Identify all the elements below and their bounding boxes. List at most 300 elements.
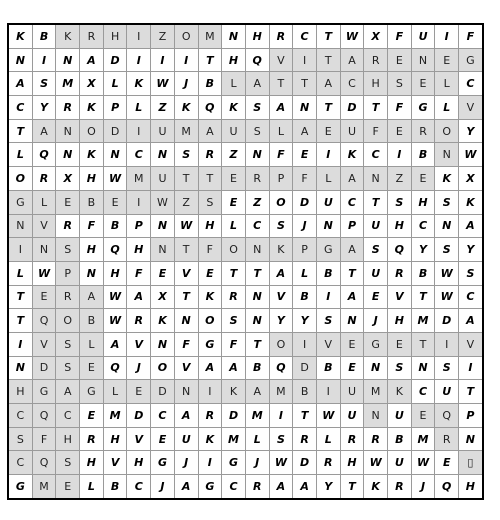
- letter-cell[interactable]: V: [32, 332, 56, 356]
- letter-cell[interactable]: I: [269, 404, 293, 428]
- letter-cell[interactable]: R: [388, 261, 412, 285]
- letter-cell[interactable]: T: [411, 285, 435, 309]
- letter-cell[interactable]: L: [269, 119, 293, 143]
- letter-cell[interactable]: V: [174, 356, 198, 380]
- letter-cell[interactable]: O: [269, 190, 293, 214]
- letter-cell[interactable]: S: [364, 238, 388, 262]
- letter-cell[interactable]: D: [293, 190, 317, 214]
- letter-cell[interactable]: T: [459, 380, 483, 404]
- letter-cell[interactable]: H: [388, 309, 412, 333]
- letter-cell[interactable]: S: [435, 238, 459, 262]
- letter-cell[interactable]: E: [56, 475, 80, 499]
- letter-cell[interactable]: X: [151, 285, 175, 309]
- letter-cell[interactable]: A: [80, 285, 104, 309]
- letter-cell[interactable]: N: [435, 143, 459, 167]
- letter-cell[interactable]: S: [388, 190, 412, 214]
- letter-cell[interactable]: J: [293, 214, 317, 238]
- letter-cell[interactable]: S: [245, 119, 269, 143]
- letter-cell[interactable]: M: [56, 72, 80, 96]
- letter-cell[interactable]: G: [411, 96, 435, 120]
- letter-cell[interactable]: F: [80, 214, 104, 238]
- letter-cell[interactable]: K: [222, 96, 246, 120]
- letter-cell[interactable]: Q: [32, 309, 56, 333]
- letter-cell[interactable]: B: [80, 190, 104, 214]
- letter-cell[interactable]: E: [32, 285, 56, 309]
- letter-cell[interactable]: E: [411, 72, 435, 96]
- letter-cell[interactable]: D: [293, 451, 317, 475]
- letter-cell[interactable]: B: [293, 285, 317, 309]
- letter-cell[interactable]: S: [316, 309, 340, 333]
- letter-cell[interactable]: B: [293, 380, 317, 404]
- letter-cell[interactable]: W: [364, 451, 388, 475]
- letter-cell[interactable]: I: [174, 48, 198, 72]
- letter-cell[interactable]: T: [198, 167, 222, 191]
- letter-cell[interactable]: A: [198, 119, 222, 143]
- letter-cell[interactable]: C: [127, 475, 151, 499]
- letter-cell[interactable]: N: [411, 356, 435, 380]
- letter-cell[interactable]: A: [80, 48, 104, 72]
- letter-cell[interactable]: L: [316, 167, 340, 191]
- letter-cell[interactable]: O: [435, 119, 459, 143]
- letter-cell[interactable]: A: [293, 119, 317, 143]
- letter-cell[interactable]: N: [174, 380, 198, 404]
- letter-cell[interactable]: N: [364, 404, 388, 428]
- letter-cell[interactable]: H: [127, 451, 151, 475]
- letter-cell[interactable]: E: [80, 356, 104, 380]
- letter-cell[interactable]: E: [80, 404, 104, 428]
- letter-cell[interactable]: W: [103, 167, 127, 191]
- letter-cell[interactable]: W: [103, 309, 127, 333]
- letter-cell[interactable]: B: [411, 143, 435, 167]
- letter-cell[interactable]: B: [388, 427, 412, 451]
- letter-cell[interactable]: C: [459, 72, 483, 96]
- letter-cell[interactable]: W: [103, 285, 127, 309]
- letter-cell[interactable]: M: [269, 380, 293, 404]
- letter-cell[interactable]: W: [174, 214, 198, 238]
- letter-cell[interactable]: X: [56, 167, 80, 191]
- letter-cell[interactable]: A: [8, 72, 32, 96]
- letter-cell[interactable]: P: [103, 96, 127, 120]
- letter-cell[interactable]: G: [198, 475, 222, 499]
- letter-cell[interactable]: I: [388, 143, 412, 167]
- letter-cell[interactable]: U: [174, 427, 198, 451]
- letter-cell[interactable]: K: [388, 380, 412, 404]
- letter-cell[interactable]: C: [8, 451, 32, 475]
- letter-cell[interactable]: L: [293, 261, 317, 285]
- letter-cell[interactable]: E: [411, 167, 435, 191]
- letter-cell[interactable]: L: [8, 143, 32, 167]
- letter-cell[interactable]: D: [340, 96, 364, 120]
- letter-cell[interactable]: J: [364, 309, 388, 333]
- letter-cell[interactable]: N: [245, 238, 269, 262]
- letter-cell[interactable]: T: [316, 96, 340, 120]
- letter-cell[interactable]: M: [127, 167, 151, 191]
- letter-cell[interactable]: S: [56, 238, 80, 262]
- letter-cell[interactable]: I: [127, 48, 151, 72]
- letter-cell[interactable]: V: [32, 214, 56, 238]
- letter-cell[interactable]: V: [269, 48, 293, 72]
- letter-cell[interactable]: S: [174, 143, 198, 167]
- letter-cell[interactable]: N: [222, 24, 246, 48]
- letter-cell[interactable]: G: [222, 451, 246, 475]
- letter-cell[interactable]: C: [56, 404, 80, 428]
- letter-cell[interactable]: O: [222, 238, 246, 262]
- letter-cell[interactable]: E: [293, 143, 317, 167]
- letter-cell[interactable]: S: [8, 427, 32, 451]
- letter-cell[interactable]: I: [198, 451, 222, 475]
- letter-cell[interactable]: U: [388, 451, 412, 475]
- letter-cell[interactable]: R: [364, 427, 388, 451]
- letter-cell[interactable]: Q: [435, 475, 459, 499]
- letter-cell[interactable]: J: [174, 451, 198, 475]
- letter-cell[interactable]: G: [80, 380, 104, 404]
- letter-cell[interactable]: I: [8, 332, 32, 356]
- letter-cell[interactable]: N: [151, 332, 175, 356]
- letter-cell[interactable]: W: [32, 261, 56, 285]
- letter-cell[interactable]: N: [56, 48, 80, 72]
- letter-cell[interactable]: A: [32, 119, 56, 143]
- letter-cell[interactable]: Q: [388, 238, 412, 262]
- letter-cell[interactable]: R: [245, 475, 269, 499]
- letter-cell[interactable]: G: [32, 380, 56, 404]
- letter-cell[interactable]: P: [293, 238, 317, 262]
- letter-cell[interactable]: F: [364, 119, 388, 143]
- letter-cell[interactable]: N: [245, 309, 269, 333]
- letter-cell[interactable]: K: [222, 380, 246, 404]
- letter-cell[interactable]: H: [411, 190, 435, 214]
- letter-cell[interactable]: S: [269, 214, 293, 238]
- letter-cell[interactable]: M: [222, 427, 246, 451]
- letter-cell[interactable]: C: [8, 404, 32, 428]
- letter-cell[interactable]: A: [269, 261, 293, 285]
- letter-cell[interactable]: M: [198, 24, 222, 48]
- letter-cell[interactable]: A: [340, 48, 364, 72]
- letter-cell[interactable]: I: [435, 24, 459, 48]
- letter-cell[interactable]: T: [411, 332, 435, 356]
- letter-cell[interactable]: E: [388, 48, 412, 72]
- letter-cell[interactable]: Z: [222, 143, 246, 167]
- letter-cell[interactable]: D: [127, 404, 151, 428]
- letter-cell[interactable]: W: [435, 285, 459, 309]
- letter-cell[interactable]: V: [316, 332, 340, 356]
- letter-cell[interactable]: A: [340, 167, 364, 191]
- letter-cell[interactable]: A: [127, 285, 151, 309]
- letter-cell[interactable]: R: [56, 285, 80, 309]
- letter-cell[interactable]: T: [222, 261, 246, 285]
- letter-cell[interactable]: K: [459, 190, 483, 214]
- letter-cell[interactable]: Y: [293, 309, 317, 333]
- letter-cell[interactable]: L: [222, 72, 246, 96]
- letter-cell[interactable]: E: [103, 190, 127, 214]
- letter-cell[interactable]: K: [151, 309, 175, 333]
- letter-cell[interactable]: U: [435, 380, 459, 404]
- letter-cell[interactable]: F: [459, 24, 483, 48]
- letter-cell[interactable]: U: [340, 119, 364, 143]
- letter-cell[interactable]: A: [245, 380, 269, 404]
- letter-cell[interactable]: H: [8, 380, 32, 404]
- letter-cell[interactable]: E: [151, 261, 175, 285]
- letter-cell[interactable]: D: [435, 309, 459, 333]
- letter-cell[interactable]: B: [32, 24, 56, 48]
- letter-cell[interactable]: E: [340, 332, 364, 356]
- letter-cell[interactable]: H: [340, 451, 364, 475]
- letter-cell[interactable]: A: [198, 356, 222, 380]
- letter-cell[interactable]: Q: [32, 404, 56, 428]
- letter-cell[interactable]: W: [340, 24, 364, 48]
- letter-cell[interactable]: F: [388, 24, 412, 48]
- letter-cell[interactable]: R: [340, 427, 364, 451]
- letter-cell[interactable]: R: [80, 427, 104, 451]
- letter-cell[interactable]: Z: [151, 96, 175, 120]
- letter-cell[interactable]: Y: [411, 238, 435, 262]
- letter-cell[interactable]: C: [8, 96, 32, 120]
- letter-cell[interactable]: T: [174, 238, 198, 262]
- letter-cell[interactable]: N: [8, 356, 32, 380]
- letter-cell[interactable]: I: [316, 380, 340, 404]
- letter-cell[interactable]: S: [222, 309, 246, 333]
- letter-cell[interactable]: Y: [459, 119, 483, 143]
- letter-cell[interactable]: Q: [103, 238, 127, 262]
- letter-cell[interactable]: H: [103, 261, 127, 285]
- letter-cell[interactable]: N: [151, 143, 175, 167]
- letter-cell[interactable]: W: [151, 72, 175, 96]
- letter-cell[interactable]: T: [269, 72, 293, 96]
- letter-cell[interactable]: B: [198, 72, 222, 96]
- letter-cell[interactable]: S: [388, 356, 412, 380]
- letter-cell[interactable]: G: [8, 475, 32, 499]
- letter-cell[interactable]: B: [103, 475, 127, 499]
- letter-cell[interactable]: O: [56, 309, 80, 333]
- letter-cell[interactable]: I: [127, 24, 151, 48]
- letter-cell[interactable]: F: [174, 332, 198, 356]
- letter-cell[interactable]: J: [245, 451, 269, 475]
- letter-cell[interactable]: L: [435, 72, 459, 96]
- letter-cell[interactable]: C: [411, 214, 435, 238]
- letter-cell[interactable]: H: [80, 451, 104, 475]
- letter-cell[interactable]: V: [127, 427, 151, 451]
- letter-cell[interactable]: F: [269, 143, 293, 167]
- letter-cell[interactable]: V: [269, 285, 293, 309]
- letter-cell[interactable]: R: [245, 167, 269, 191]
- letter-cell[interactable]: W: [269, 451, 293, 475]
- letter-cell[interactable]: N: [340, 309, 364, 333]
- letter-cell[interactable]: Y: [269, 309, 293, 333]
- letter-cell[interactable]: H: [222, 48, 246, 72]
- letter-cell[interactable]: K: [198, 427, 222, 451]
- letter-cell[interactable]: N: [80, 261, 104, 285]
- letter-cell[interactable]: C: [127, 143, 151, 167]
- letter-cell[interactable]: J: [127, 356, 151, 380]
- letter-cell[interactable]: T: [364, 96, 388, 120]
- letter-cell[interactable]: N: [435, 214, 459, 238]
- letter-cell[interactable]: A: [340, 238, 364, 262]
- letter-cell[interactable]: D: [103, 119, 127, 143]
- letter-cell[interactable]: U: [364, 214, 388, 238]
- letter-cell[interactable]: Z: [245, 190, 269, 214]
- letter-cell[interactable]: P: [340, 214, 364, 238]
- letter-cell[interactable]: V: [127, 332, 151, 356]
- letter-cell[interactable]: P: [459, 404, 483, 428]
- letter-cell[interactable]: A: [459, 214, 483, 238]
- letter-cell[interactable]: S: [459, 261, 483, 285]
- letter-cell[interactable]: O: [269, 332, 293, 356]
- letter-cell[interactable]: I: [316, 143, 340, 167]
- letter-cell[interactable]: M: [245, 404, 269, 428]
- letter-cell[interactable]: A: [174, 475, 198, 499]
- letter-cell[interactable]: U: [222, 119, 246, 143]
- letter-cell[interactable]: S: [32, 72, 56, 96]
- letter-cell[interactable]: I: [459, 356, 483, 380]
- letter-cell[interactable]: H: [198, 214, 222, 238]
- letter-cell[interactable]: H: [245, 24, 269, 48]
- letter-cell[interactable]: D: [222, 404, 246, 428]
- letter-cell[interactable]: K: [80, 143, 104, 167]
- letter-cell[interactable]: K: [364, 475, 388, 499]
- letter-cell[interactable]: K: [269, 238, 293, 262]
- letter-cell[interactable]: M: [32, 475, 56, 499]
- letter-cell[interactable]: U: [364, 261, 388, 285]
- letter-cell[interactable]: V: [459, 332, 483, 356]
- letter-cell[interactable]: E: [198, 261, 222, 285]
- letter-cell[interactable]: C: [459, 285, 483, 309]
- letter-cell[interactable]: R: [388, 475, 412, 499]
- letter-cell[interactable]: I: [151, 48, 175, 72]
- letter-cell[interactable]: T: [8, 309, 32, 333]
- letter-cell[interactable]: R: [293, 427, 317, 451]
- letter-cell[interactable]: B: [245, 356, 269, 380]
- letter-cell[interactable]: I: [293, 332, 317, 356]
- letter-cell[interactable]: E: [364, 285, 388, 309]
- letter-cell[interactable]: A: [103, 332, 127, 356]
- letter-cell[interactable]: C: [222, 475, 246, 499]
- letter-cell[interactable]: W: [316, 404, 340, 428]
- letter-cell[interactable]: H: [80, 167, 104, 191]
- letter-cell[interactable]: E: [411, 404, 435, 428]
- letter-cell[interactable]: L: [32, 190, 56, 214]
- letter-cell[interactable]: N: [56, 119, 80, 143]
- letter-cell[interactable]: U: [340, 404, 364, 428]
- letter-cell[interactable]: U: [316, 190, 340, 214]
- letter-cell[interactable]: H: [364, 72, 388, 96]
- letter-cell[interactable]: J: [151, 475, 175, 499]
- letter-cell[interactable]: V: [103, 451, 127, 475]
- letter-cell[interactable]: G: [8, 190, 32, 214]
- letter-cell[interactable]: A: [222, 356, 246, 380]
- letter-cell[interactable]: T: [316, 24, 340, 48]
- letter-cell[interactable]: A: [340, 285, 364, 309]
- letter-cell[interactable]: Z: [174, 190, 198, 214]
- letter-cell[interactable]: Z: [151, 24, 175, 48]
- letter-cell[interactable]: T: [8, 285, 32, 309]
- letter-cell[interactable]: Q: [32, 143, 56, 167]
- letter-cell[interactable]: V: [459, 96, 483, 120]
- letter-cell[interactable]: N: [459, 427, 483, 451]
- letter-cell[interactable]: J: [174, 72, 198, 96]
- letter-cell[interactable]: N: [245, 285, 269, 309]
- letter-cell[interactable]: L: [127, 96, 151, 120]
- letter-cell[interactable]: E: [127, 380, 151, 404]
- letter-cell[interactable]: S: [56, 332, 80, 356]
- letter-cell[interactable]: T: [293, 72, 317, 96]
- letter-cell[interactable]: B: [316, 356, 340, 380]
- letter-cell[interactable]: O: [80, 119, 104, 143]
- letter-cell[interactable]: L: [80, 475, 104, 499]
- letter-cell[interactable]: L: [222, 214, 246, 238]
- letter-cell[interactable]: V: [388, 285, 412, 309]
- letter-cell[interactable]: E: [151, 427, 175, 451]
- letter-cell[interactable]: C: [340, 72, 364, 96]
- letter-cell[interactable]: I: [293, 48, 317, 72]
- letter-cell[interactable]: T: [364, 190, 388, 214]
- letter-cell[interactable]: G: [459, 48, 483, 72]
- letter-cell[interactable]: H: [103, 24, 127, 48]
- letter-cell[interactable]: N: [174, 309, 198, 333]
- letter-cell[interactable]: S: [245, 96, 269, 120]
- letter-cell[interactable]: C: [151, 404, 175, 428]
- letter-cell[interactable]: Q: [245, 48, 269, 72]
- letter-cell[interactable]: B: [103, 214, 127, 238]
- letter-cell[interactable]: K: [127, 72, 151, 96]
- letter-cell[interactable]: Y: [316, 475, 340, 499]
- letter-cell[interactable]: U: [340, 380, 364, 404]
- letter-cell[interactable]: R: [127, 309, 151, 333]
- letter-cell[interactable]: K: [8, 24, 32, 48]
- letter-cell[interactable]: S: [56, 356, 80, 380]
- letter-cell[interactable]: J: [411, 475, 435, 499]
- letter-cell[interactable]: C: [245, 214, 269, 238]
- letter-cell[interactable]: R: [198, 404, 222, 428]
- letter-cell[interactable]: T: [245, 332, 269, 356]
- letter-cell[interactable]: L: [103, 72, 127, 96]
- letter-cell[interactable]: N: [103, 143, 127, 167]
- letter-cell[interactable]: D: [32, 356, 56, 380]
- letter-cell[interactable]: O: [8, 167, 32, 191]
- letter-cell[interactable]: I: [127, 190, 151, 214]
- letter-cell[interactable]: E: [340, 356, 364, 380]
- letter-cell[interactable]: F: [198, 238, 222, 262]
- letter-cell[interactable]: A: [269, 475, 293, 499]
- letter-cell[interactable]: X: [80, 72, 104, 96]
- letter-cell[interactable]: I: [127, 119, 151, 143]
- letter-cell[interactable]: N: [8, 214, 32, 238]
- letter-cell[interactable]: M: [411, 309, 435, 333]
- letter-cell[interactable]: D: [151, 380, 175, 404]
- letter-cell[interactable]: N: [56, 143, 80, 167]
- letter-cell[interactable]: L: [80, 332, 104, 356]
- letter-cell[interactable]: U: [388, 404, 412, 428]
- letter-cell[interactable]: X: [364, 24, 388, 48]
- letter-cell[interactable]: W: [459, 143, 483, 167]
- letter-cell[interactable]: A: [459, 309, 483, 333]
- letter-cell[interactable]: T: [340, 261, 364, 285]
- letter-cell[interactable]: B: [411, 261, 435, 285]
- letter-cell[interactable]: F: [293, 167, 317, 191]
- letter-cell[interactable]: L: [245, 427, 269, 451]
- letter-cell[interactable]: G: [151, 451, 175, 475]
- letter-cell[interactable]: E: [316, 119, 340, 143]
- letter-cell[interactable]: N: [364, 167, 388, 191]
- letter-cell[interactable]: I: [198, 380, 222, 404]
- letter-cell[interactable]: E: [222, 167, 246, 191]
- letter-cell[interactable]: Q: [435, 404, 459, 428]
- letter-cell[interactable]: R: [316, 451, 340, 475]
- letter-cell[interactable]: F: [222, 332, 246, 356]
- letter-cell[interactable]: E: [388, 119, 412, 143]
- letter-cell[interactable]: R: [222, 285, 246, 309]
- letter-cell[interactable]: H: [80, 238, 104, 262]
- letter-cell[interactable]: ▯: [459, 451, 483, 475]
- letter-cell[interactable]: S: [435, 356, 459, 380]
